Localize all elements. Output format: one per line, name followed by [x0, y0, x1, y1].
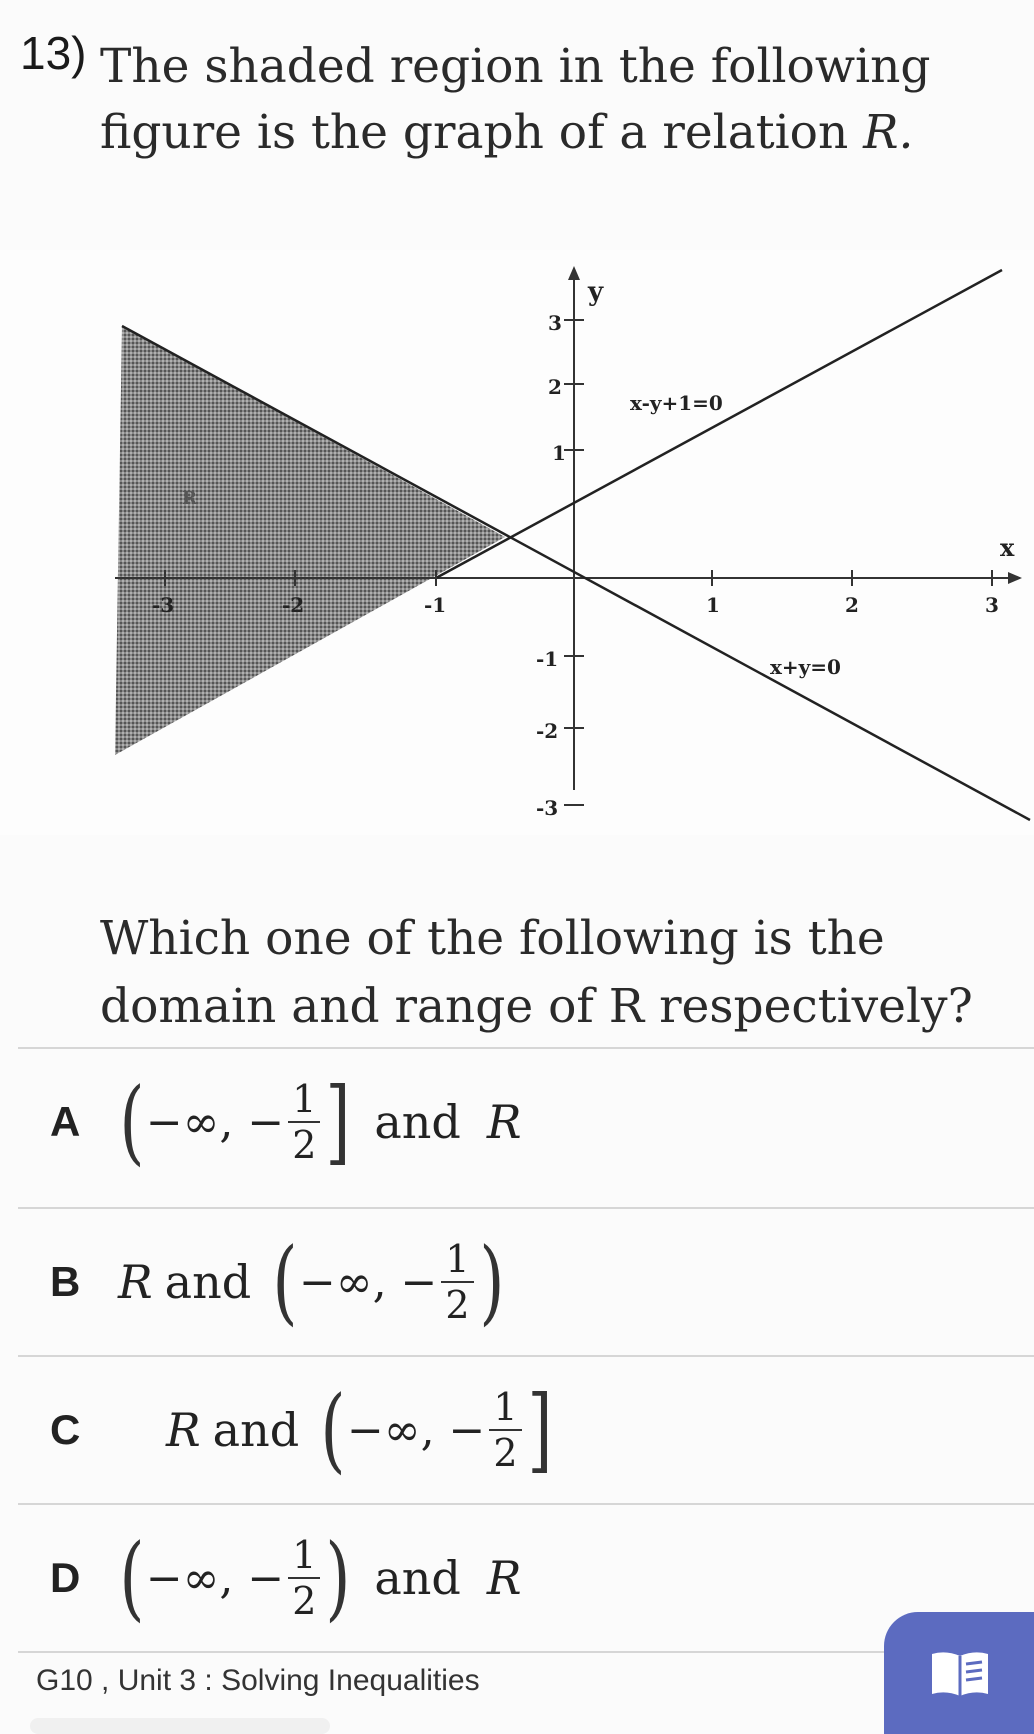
option-letter: C: [50, 1406, 81, 1453]
y-tick-label: -3: [536, 796, 559, 820]
option-letter: D: [50, 1554, 81, 1601]
option-letter: A: [50, 1098, 81, 1145]
fraction: [288, 1077, 320, 1167]
question-text: [100, 34, 1000, 166]
neg-infinity: −∞, −: [145, 1096, 285, 1148]
fraction: [288, 1533, 320, 1623]
option-b-expression: [118, 1228, 506, 1335]
option-a[interactable]: [18, 1049, 1034, 1195]
question-prompt: Which one of the following is the domain and range of R respectively?: [100, 911, 973, 1034]
question-text-body: The shaded region in the following figure is the graph of a relation: [100, 39, 931, 160]
reals-symbol: R: [166, 1403, 201, 1457]
reals-symbol: R: [118, 1255, 153, 1309]
denominator: 2: [292, 1579, 317, 1623]
neg-infinity: −∞, −: [145, 1552, 285, 1604]
option-c[interactable]: [18, 1357, 1034, 1503]
close-bracket: ]: [526, 1376, 553, 1483]
numerator: 1: [441, 1237, 473, 1283]
numerator: 1: [489, 1385, 521, 1431]
open-paren: (: [272, 1228, 298, 1335]
x-axis-label: x: [1000, 533, 1015, 562]
question-number: 13): [20, 27, 87, 79]
x-tick-label: -2: [282, 593, 305, 617]
line2-label: x+y=0: [770, 655, 841, 679]
fraction: [489, 1385, 521, 1475]
y-tick-label: 1: [552, 441, 566, 465]
x-tick-label: 3: [985, 593, 999, 617]
numerator: 1: [288, 1533, 320, 1579]
y-tick-label: -1: [536, 647, 559, 671]
and-word: and: [212, 1403, 300, 1457]
y-tick-label: 2: [548, 375, 562, 399]
line1-label: x-y+1=0: [630, 391, 723, 415]
option-d-expression: [118, 1524, 522, 1631]
open-paren: (: [320, 1376, 346, 1483]
y-axis-label: y: [588, 277, 604, 307]
option-c-expression: [166, 1376, 554, 1483]
and-word: and: [164, 1255, 252, 1309]
neg-infinity: −∞, −: [299, 1256, 438, 1308]
open-paren: (: [119, 1524, 145, 1631]
x-tick-label: -3: [152, 593, 175, 617]
y-tick-label: -2: [536, 719, 559, 743]
book-button[interactable]: [884, 1612, 1034, 1734]
option-a-expression: [118, 1068, 522, 1175]
reals-symbol: R: [486, 1095, 522, 1149]
y-tick-label: 3: [548, 311, 562, 335]
relation-symbol: R.: [863, 105, 914, 160]
close-paren: ): [478, 1228, 505, 1335]
option-d[interactable]: [18, 1505, 1034, 1651]
numerator: 1: [288, 1077, 320, 1123]
x-tick-label: -1: [424, 593, 447, 617]
unit-label: G10 , Unit 3 : Solving Inequalities: [36, 1664, 480, 1697]
open-paren: (: [119, 1068, 145, 1175]
close-bracket: ]: [325, 1068, 351, 1175]
denominator: 2: [493, 1431, 518, 1475]
and-word: and: [374, 1551, 461, 1605]
x-tick-label: 2: [845, 593, 859, 617]
neg-infinity: −∞, −: [347, 1404, 486, 1456]
fraction: [441, 1237, 473, 1327]
and-word: and: [374, 1095, 461, 1149]
denominator: 2: [292, 1123, 317, 1167]
region-label: R: [182, 488, 197, 509]
option-b[interactable]: [18, 1209, 1034, 1355]
x-tick-label: 1: [706, 593, 720, 617]
book-icon: [928, 1648, 992, 1698]
bottom-bar: [30, 1718, 330, 1734]
relation-graph: [0, 250, 1034, 835]
option-letter: B: [50, 1258, 81, 1305]
reals-symbol: R: [486, 1551, 522, 1605]
close-paren: ): [325, 1524, 351, 1631]
divider: [18, 1651, 1034, 1653]
denominator: 2: [445, 1283, 470, 1327]
